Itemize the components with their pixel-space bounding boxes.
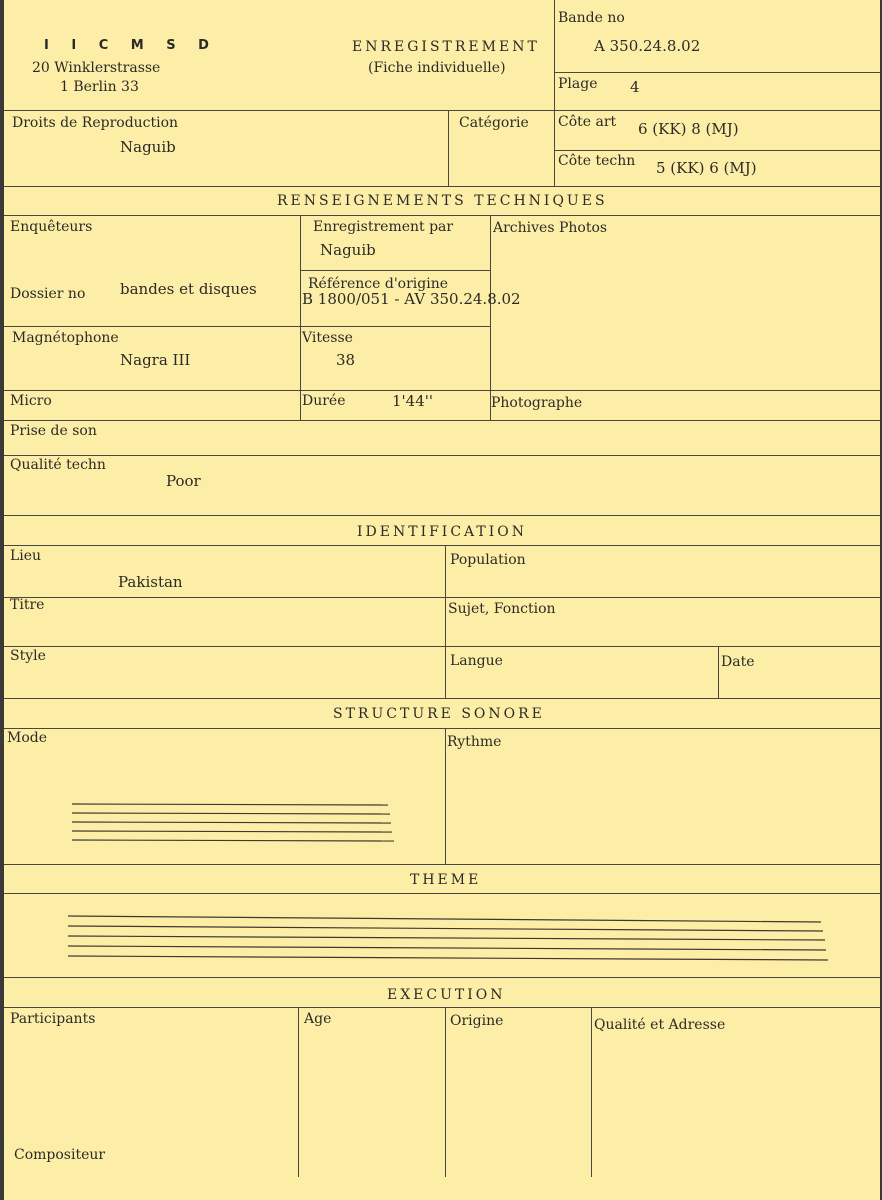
rule-ref <box>300 270 490 271</box>
plage-label: Plage <box>558 76 598 92</box>
date-label: Date <box>721 654 755 670</box>
rule-ident-title-top <box>4 515 880 516</box>
vrule-tech-right <box>490 215 491 421</box>
rule-titre <box>4 646 880 647</box>
theme-section-title: THEME <box>410 872 482 888</box>
magneto-label: Magnétophone <box>12 330 119 346</box>
style-label: Style <box>10 648 46 664</box>
droits-value: Naguib <box>120 138 176 156</box>
address-line-2: 1 Berlin 33 <box>60 79 139 95</box>
recording-card <box>4 0 880 1200</box>
ident-section-title: IDENTIFICATION <box>357 524 527 540</box>
vrule-exec-qualite <box>591 1007 592 1177</box>
vrule-header <box>554 0 555 186</box>
photographe-label: Photographe <box>491 395 583 411</box>
cote-techn-value: 5 (KK) 6 (MJ) <box>656 159 757 177</box>
vrule-date <box>718 646 719 698</box>
vrule-exec-age <box>298 1007 299 1177</box>
droits-label: Droits de Reproduction <box>12 115 179 131</box>
vrule-struct <box>445 728 446 864</box>
page-title: ENREGISTREMENT <box>352 39 540 55</box>
vrule-categorie <box>448 110 449 186</box>
dossier-value: bandes et disques <box>120 280 257 298</box>
prise-label: Prise de son <box>10 423 97 439</box>
struct-section-title: STRUCTURE SONORE <box>333 706 545 722</box>
compositeur-label: Compositeur <box>14 1147 106 1163</box>
rule-bande <box>554 72 880 73</box>
duree-value: 1'44'' <box>392 392 434 410</box>
address-line-1: 20 Winklerstrasse <box>32 60 161 76</box>
vrule-exec-origine <box>445 1007 446 1177</box>
rule-lieu <box>4 597 880 598</box>
population-label: Population <box>450 552 526 568</box>
archives-label: Archives Photos <box>493 220 608 236</box>
plage-value: 4 <box>630 78 640 96</box>
origine-label: Origine <box>450 1013 504 1029</box>
exec-section-title: EXECUTION <box>387 987 506 1003</box>
bande-value: A 350.24.8.02 <box>594 37 701 55</box>
mode-staff-lines <box>70 800 396 846</box>
rule-header-bottom <box>4 110 880 111</box>
qualite-techn-value: Poor <box>166 472 201 490</box>
rule-theme-bottom <box>4 977 880 978</box>
theme-staff-lines <box>66 912 832 964</box>
tech-section-title: RENSEIGNEMENTS TECHNIQUES <box>277 193 608 209</box>
qualite-techn-label: Qualité techn <box>10 457 106 473</box>
qualite-adresse-label: Qualité et Adresse <box>594 1017 726 1033</box>
enreg-par-label: Enregistrement par <box>313 219 454 235</box>
sujet-label: Sujet, Fonction <box>448 601 556 617</box>
langue-label: Langue <box>450 653 503 669</box>
rule-magneto <box>4 326 490 327</box>
rule-tech-title-bottom <box>4 215 880 216</box>
enreg-par-value: Naguib <box>320 241 376 259</box>
rule-ident-title-bottom <box>4 545 880 546</box>
vitesse-value: 38 <box>336 351 356 369</box>
lieu-label: Lieu <box>10 548 42 564</box>
institute-logo: I I C M S D <box>44 38 218 53</box>
enqueteurs-label: Enquêteurs <box>10 219 93 235</box>
vitesse-label: Vitesse <box>302 330 353 346</box>
rythme-label: Rythme <box>447 734 502 750</box>
rule-qualite <box>4 455 880 456</box>
lieu-value: Pakistan <box>118 573 183 591</box>
ref-label: Référence d'origine <box>308 276 449 292</box>
magneto-value: Nagra III <box>120 351 191 369</box>
bande-label: Bande no <box>558 10 625 26</box>
micro-label: Micro <box>10 393 52 409</box>
rule-struct-bottom <box>4 864 880 865</box>
rule-prise <box>4 420 880 421</box>
rule-style <box>4 698 880 699</box>
vrule-ident <box>445 545 446 698</box>
rule-exec-title-bottom <box>4 1007 880 1008</box>
vrule-tech-left <box>300 215 301 421</box>
rule-theme-title-bottom <box>4 893 880 894</box>
rule-cote <box>554 150 880 151</box>
participants-label: Participants <box>10 1011 96 1027</box>
ref-value: B 1800/051 - AV 350.24.8.02 <box>302 290 521 308</box>
cote-techn-label: Côte techn <box>558 153 636 169</box>
cote-art-label: Côte art <box>558 114 617 130</box>
categorie-label: Catégorie <box>459 115 529 131</box>
titre-label: Titre <box>10 597 45 613</box>
dossier-label: Dossier no <box>10 286 86 302</box>
mode-label: Mode <box>7 730 48 746</box>
duree-label: Durée <box>302 393 346 409</box>
age-label: Age <box>304 1011 332 1027</box>
rule-struct-title-bottom <box>4 728 880 729</box>
rule-tech-title-top <box>4 186 880 187</box>
cote-art-value: 6 (KK) 8 (MJ) <box>638 120 739 138</box>
page-subtitle: (Fiche individuelle) <box>368 60 506 76</box>
rule-micro <box>4 390 880 391</box>
